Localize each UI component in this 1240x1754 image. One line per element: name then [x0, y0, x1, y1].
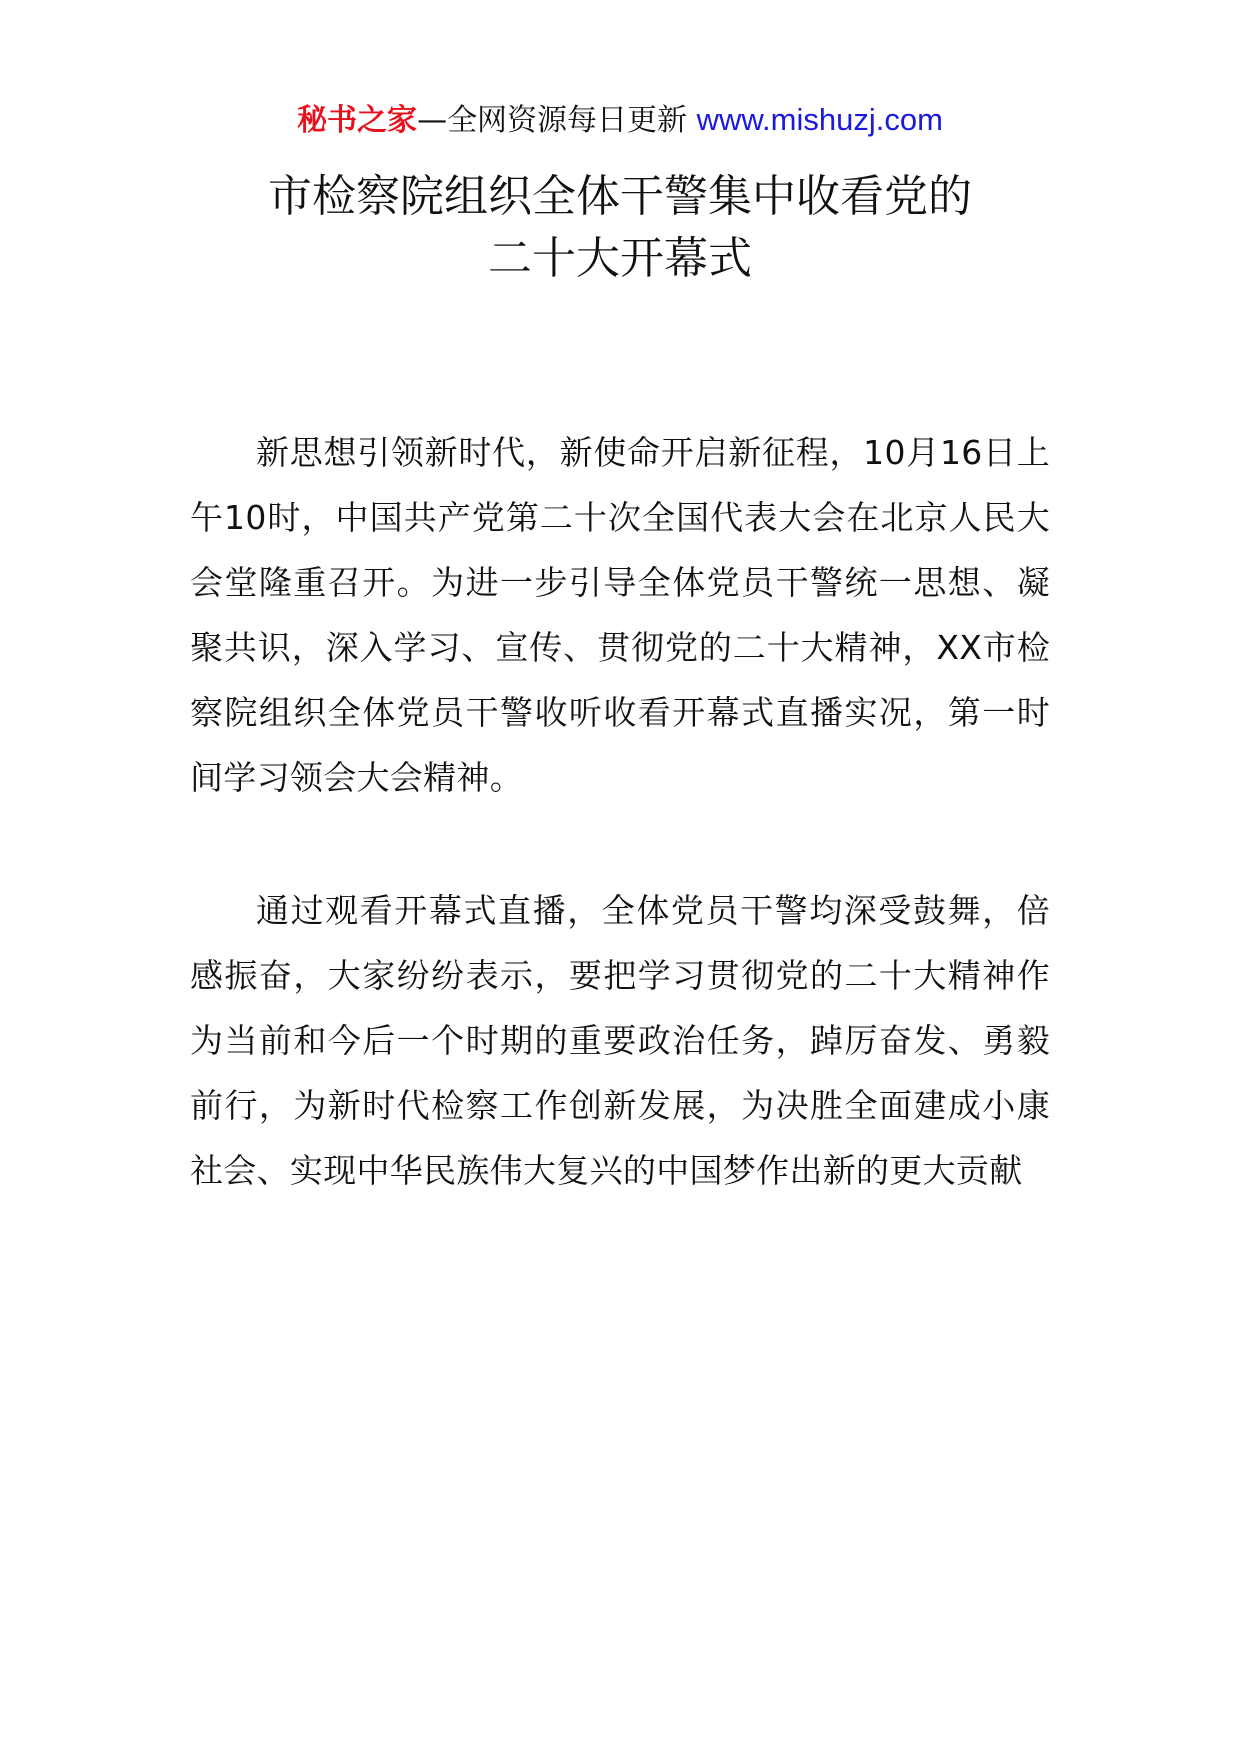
site-url-link[interactable]: www.mishuzj.com — [696, 102, 943, 137]
title-line-2: 二十大开幕式 — [488, 233, 752, 284]
site-header — [0, 100, 1240, 141]
brand-name: 秘书之家 — [297, 103, 418, 138]
paragraph-1: 新思想引领新时代，新使命开启新征程，10月16日上午10时，中国共产党第二十次全国代表大会在北京人民大会堂隆重召开。为进一步引导全体党员干警统一思想、凝聚共识，深入学习、宣传、贯彻党的二十大精神，XX市检察院组织全体党员干警收听收看开幕式直播实况，第一时间学习领会大会精神。 — [190, 433, 1050, 797]
paragraph-2: 通过观看开幕式直播，全体党员干警均深受鼓舞，倍感振奋，大家纷纷表示，要把学习贯彻党的二十大精神作为当前和今后一个时期的重要政治任务，踔厉奋发、勇毅前行，为新时代检察工作创新发展，为决胜全面建成小康社会、实现中华民族伟大复兴的中国梦作出新的更大贡献 — [190, 891, 1050, 1190]
document-title — [0, 166, 1240, 290]
title-line-1: 市检察院组织全体干警集中收看党的 — [268, 171, 972, 222]
header-tagline: —全网资源每日更新 — [417, 103, 688, 138]
